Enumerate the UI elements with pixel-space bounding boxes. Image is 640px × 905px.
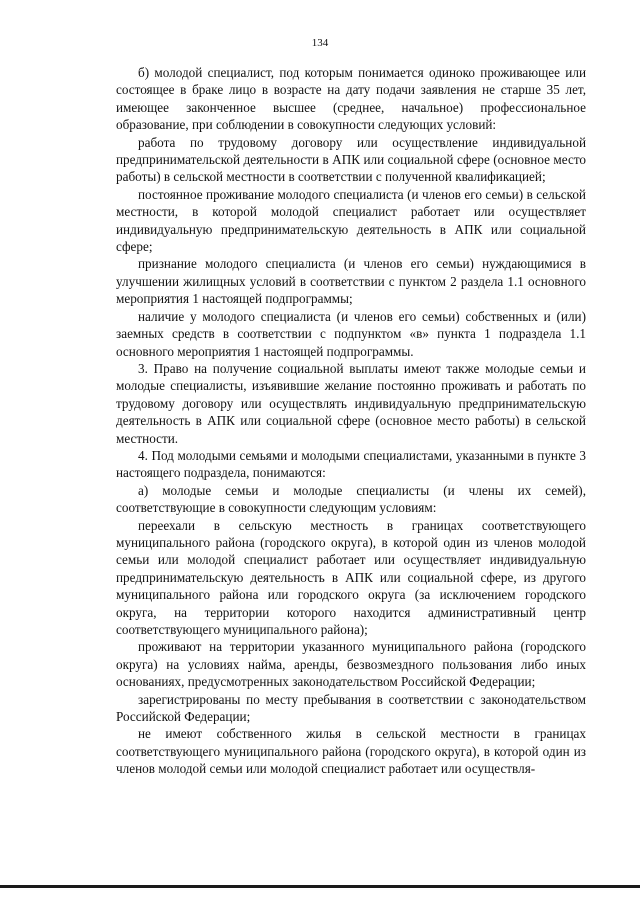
paragraph: а) молодые семьи и молодые специалисты (и члены их семей), соответствующие в совокупности следующим условиям: bbox=[116, 482, 586, 516]
paragraph: проживают на территории указанного муниципального района (городского округа) на условиях найма, аренды, безвозмездного пользования либо иных основаниях, предусмотренных законодательством Российской Федерации; bbox=[116, 639, 586, 690]
paragraph: не имеют собственного жилья в сельской местности в границах соответствующего муниципального района (городского округа), в которой один из членов молодой семьи или молодой специалист работает или осуществля- bbox=[116, 726, 586, 777]
paragraph: признание молодого специалиста (и членов его семьи) нуждающимися в улучшении жилищных условий в соответствии с пунктом 2 раздела 1.1 основного мероприятия 1 настоящей подпрограммы; bbox=[116, 256, 586, 307]
page-number: 134 bbox=[311, 37, 329, 49]
paragraph: наличие у молодого специалиста (и членов его семьи) собственных и (или) заемных средств в соответствии с подпунктом «в» пункта 1 подраздела 1.1 основного мероприятия 1 настоящей подпрограммы. bbox=[116, 308, 586, 359]
paragraph: 4. Под молодыми семьями и молодыми специалистами, указанными в пункте 3 настоящего подраздела, понимаются: bbox=[116, 447, 586, 481]
paragraph: б) молодой специалист, под которым понимается одиноко проживающее или состоящее в браке лицо в возрасте на дату подачи заявления не старше 35 лет, имеющее законченное высшее (среднее, начальное) профессиональное образование, при соблюдении в совокупности следующих условий: bbox=[116, 65, 586, 133]
document-body bbox=[116, 64, 586, 778]
paragraph: переехали в сельскую местность в границах соответствующего муниципального района (городского округа), в которой один из членов молодой семьи или молодой специалист работает или осуществляет индивидуальную предпринимательскую деятельность в АПК или социальной сфере, из другого муниципального района или городского округа (за исключением городского округа, на территории которого находится административный центр соответствующего муниципального района); bbox=[116, 517, 586, 637]
paragraph: постоянное проживание молодого специалиста (и членов его семьи) в сельской местности, в которой молодой специалист работает или осуществляет индивидуальную предпринимательскую деятельность в АПК или социальной сфере; bbox=[116, 186, 586, 255]
paragraph: работа по трудовому договору или осуществление индивидуальной предпринимательской деятельности в АПК или социальной сфере (основное место работы) в сельской местности в соответствии с полученной квалификацией; bbox=[116, 134, 586, 185]
paragraph: 3. Право на получение социальной выплаты имеют также молодые семьи и молодые специалисты, изъявившие желание постоянно проживать и работать по трудовому договору или осуществлять индивидуальную предпринимательскую деятельность в АПК или социальной сфере (основное место работы) в сельской местности. bbox=[116, 360, 586, 446]
bottom-border-line bbox=[0, 885, 640, 888]
paragraph: зарегистрированы по месту пребывания в соответствии с законодательством Российской Федерации; bbox=[116, 691, 586, 725]
